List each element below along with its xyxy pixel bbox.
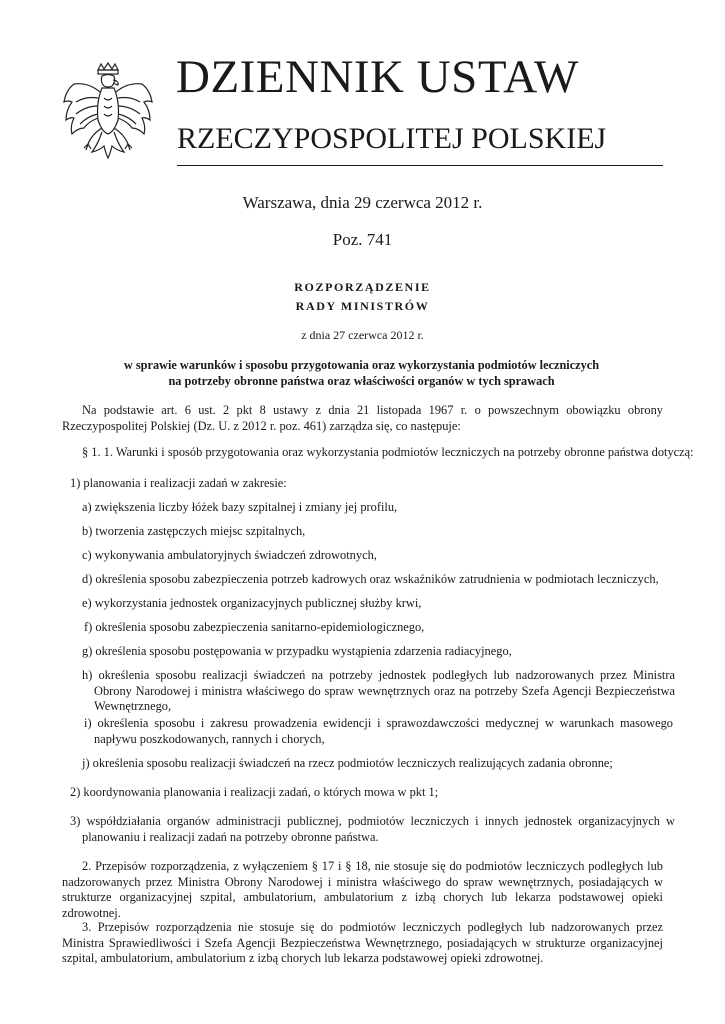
letter-item: b) tworzenia zastępczych miejsc szpitalnych, (82, 524, 306, 538)
letter-item: i) określenia sposobu i zakresu prowadzenia ewidencji i sprawozdawczości medycznej w warunkach masowego napływu poszkodowanych, rannych i chorych, (84, 716, 673, 746)
letter-item: a) zwiększenia liczby łóżek bazy szpitalnej i zmiany jej profilu, (82, 500, 398, 514)
letter-item: f) określenia sposobu zabezpieczenia sanitarno-epidemiologicznego, (84, 620, 425, 634)
act-authority: RADY MINISTRÓW (295, 299, 430, 313)
letter-item: h) określenia sposobu realizacji świadczeń na potrzeby jednostek podległych lub nadzorowanych przez Ministra Obrony Narodowej i ministra właściwego do spraw wewnętrznych oraz na potrzeby Szefa Agencji Bezpieczeństwa Wewnętrznego, (82, 668, 675, 713)
journal-title: DZIENNIK USTAW (176, 51, 579, 103)
letter-item: d) określenia sposobu zabezpieczenia potrzeb kadrowych oraz wskaźników zatrudnienia w podmiotach leczniczych, (82, 572, 659, 586)
act-date: z dnia 27 czerwca 2012 r. (301, 328, 424, 342)
act-subject-line: na potrzeby obronne państwa oraz właściwości organów w tych sprawach (168, 373, 555, 388)
act-subject-line: w sprawie warunków i sposobu przygotowania oraz wykorzystania podmiotów leczniczych (123, 358, 600, 372)
point-1: 1) planowania i realizacji zadań w zakresie: (70, 476, 287, 490)
publication-date-text: Warszawa, dnia 29 czerwca 2012 r. (242, 193, 483, 212)
position-number: Poz. 741 (332, 230, 393, 249)
paragraph-3: 3. Przepisów rozporządzenia nie stosuje się do podmiotów leczniczych podległych lub nadzorowanych przez Ministra Sprawiedliwości i Szefa Agencji Bezpieczeństwa Wewnętrznego, posiadających w strukturze organizacyjnej szpital, ambulatorium, ambulatorium z izbą chorych lub lekarza podstawowej opieki zdrowotnej. (62, 920, 663, 965)
publication-date (0, 193, 725, 213)
letter-item: g) określenia sposobu postępowania w przypadku wystąpienia zdarzenia radiacyjnego, (82, 644, 512, 658)
preamble: Na podstawie art. 6 ust. 2 pkt 8 ustawy z dnia 21 listopada 1967 r. o powszechnym obowiązku obrony Rzeczypospolitej Polskiej (Dz. U. z 2012 r. poz. 461) zarządza się, co następuje: (62, 403, 663, 433)
polish-eagle-emblem-icon (58, 62, 158, 164)
header-divider (177, 165, 663, 166)
section-1-intro: § 1. 1. Warunki i sposób przygotowania oraz wykorzystania podmiotów leczniczych na potrzeby obronne państwa dotyczą: (82, 445, 694, 459)
letter-item: e) wykorzystania jednostek organizacyjnych publicznej służby krwi, (82, 596, 422, 610)
act-type: ROZPORZĄDZENIE (294, 280, 431, 294)
paragraph-2: 2. Przepisów rozporządzenia, z wyłączeniem § 17 i § 18, nie stosuje się do podmiotów leczniczych podległych lub nadzorowanych przez Ministra Obrony Narodowej i ministra właściwego do spraw wewnętrznych, posiadających w strukturze organizacyjnej szpital, ambulatorium, ambulatorium z izbą chorych lub lekarza podstawowej opieki zdrowotnej. (62, 859, 663, 920)
letter-item: c) wykonywania ambulatoryjnych świadczeń zdrowotnych, (82, 548, 377, 562)
journal-subtitle: RZECZYPOSPOLITEJ POLSKIEJ (177, 122, 607, 155)
letter-item: j) określenia sposobu realizacji świadczeń na rzecz podmiotów leczniczych realizujących zadania obronne; (82, 756, 613, 770)
point-2: 2) koordynowania planowania i realizacji zadań, o których mowa w pkt 1; (70, 785, 439, 799)
act-subject (60, 358, 663, 389)
point-3: 3) współdziałania organów administracji publicznej, podmiotów leczniczych i innych jednostek organizacyjnych w planowaniu i realizacji zadań na potrzeby obronne państwa. (70, 814, 675, 844)
